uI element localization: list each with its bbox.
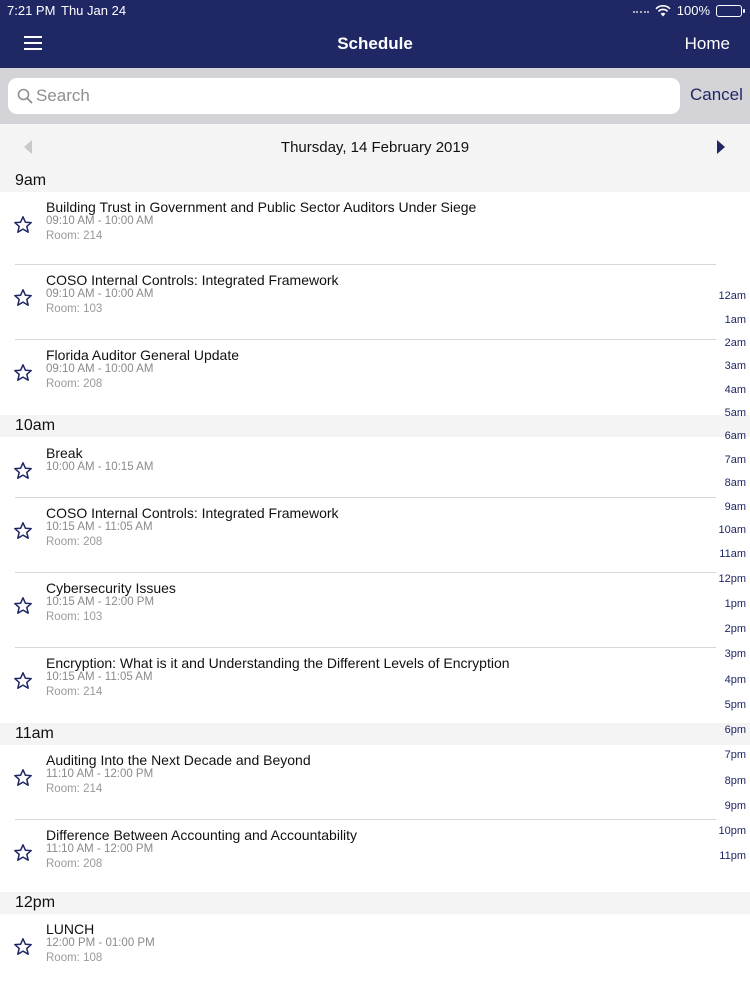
session-title: Florida Auditor General Update <box>46 347 239 363</box>
session-title: Cybersecurity Issues <box>46 580 176 596</box>
session-room: Room: 208 <box>46 858 103 870</box>
session-time: 10:15 AM - 11:05 AM <box>46 521 153 533</box>
hour-index-item[interactable]: 9pm <box>724 800 746 812</box>
section-header: 11am <box>0 723 750 745</box>
session-row[interactable] <box>0 745 750 819</box>
hour-index-item[interactable]: 7am <box>724 454 746 466</box>
hour-index-item[interactable]: 2pm <box>724 623 746 635</box>
hour-index-item[interactable]: 5am <box>724 407 746 419</box>
cancel-button[interactable]: Cancel <box>690 85 743 104</box>
status-date: Thu Jan 24 <box>61 3 127 18</box>
favorite-star-icon[interactable] <box>13 937 33 957</box>
search-icon <box>17 88 33 104</box>
top-bar <box>0 0 750 68</box>
session-room: Room: 208 <box>46 378 103 390</box>
session-time: 10:00 AM - 10:15 AM <box>46 461 154 473</box>
hour-index-item[interactable]: 1pm <box>724 598 746 610</box>
session-title: Building Trust in Government and Public Sector Auditors Under Siege <box>46 199 477 215</box>
session-room: Room: 214 <box>46 686 103 698</box>
session-row[interactable] <box>0 192 750 264</box>
favorite-star-icon[interactable] <box>13 288 33 308</box>
hour-index-item[interactable]: 2am <box>724 337 746 349</box>
session-room: Room: 103 <box>46 303 103 315</box>
status-right <box>633 3 742 18</box>
favorite-star-icon[interactable] <box>13 843 33 863</box>
session-time: 09:10 AM - 10:00 AM <box>46 363 154 375</box>
hour-index-item[interactable]: 9am <box>724 501 746 513</box>
hour-index-item[interactable]: 8am <box>724 477 746 489</box>
hour-index-item[interactable]: 6am <box>724 430 746 442</box>
hour-index-item[interactable]: 10am <box>718 524 746 536</box>
session-title: LUNCH <box>46 921 95 937</box>
session-time: 11:10 AM - 12:00 PM <box>46 768 154 780</box>
session-room: Room: 214 <box>46 230 103 242</box>
previous-day-arrow-icon[interactable] <box>24 140 32 154</box>
hour-index-item[interactable]: 12pm <box>718 573 746 585</box>
session-title: Break <box>46 445 83 461</box>
battery-percent: 100% <box>676 3 710 18</box>
session-room: Room: 214 <box>46 783 103 795</box>
status-time: 7:21 PM <box>7 3 56 18</box>
hour-index-item[interactable]: 12am <box>718 290 746 302</box>
date-navigator <box>0 124 750 170</box>
battery-icon <box>716 5 742 17</box>
hour-index-item[interactable]: 1am <box>724 314 746 326</box>
session-row[interactable] <box>0 914 750 988</box>
session-row[interactable] <box>0 265 750 339</box>
session-time: 12:00 PM - 01:00 PM <box>46 937 155 949</box>
hamburger-menu-icon[interactable] <box>24 36 42 50</box>
hour-index-item[interactable]: 11am <box>719 548 746 560</box>
session-row[interactable] <box>0 573 750 647</box>
current-date-label: Thursday, 14 February 2019 <box>280 139 470 156</box>
wifi-icon <box>655 5 671 17</box>
session-time: 10:15 AM - 12:00 PM <box>46 596 155 608</box>
hour-index-item[interactable]: 7pm <box>724 749 746 761</box>
session-row[interactable] <box>0 498 750 572</box>
session-row[interactable] <box>0 820 750 892</box>
session-time: 09:10 AM - 10:00 AM <box>46 215 154 227</box>
cellular-dots-icon <box>633 11 649 15</box>
section-header: 12pm <box>0 892 750 914</box>
favorite-star-icon[interactable] <box>13 671 33 691</box>
hour-index-item[interactable]: 6pm <box>724 724 746 736</box>
section-header: 10am <box>0 415 750 437</box>
session-room: Room: 103 <box>46 611 103 623</box>
session-time: 10:15 AM - 11:05 AM <box>46 671 153 683</box>
session-time: 09:10 AM - 10:00 AM <box>46 288 154 300</box>
search-input[interactable] <box>36 78 666 114</box>
search-bar <box>0 68 750 124</box>
hour-index-item[interactable]: 10pm <box>718 825 746 837</box>
hour-index-item[interactable]: 4am <box>724 384 746 396</box>
session-title: Auditing Into the Next Decade and Beyond <box>46 752 311 768</box>
navigation-bar <box>0 22 750 68</box>
session-title: COSO Internal Controls: Integrated Framework <box>46 272 339 288</box>
session-title: Difference Between Accounting and Accountability <box>46 827 358 843</box>
session-title: Encryption: What is it and Understanding the Different Levels of Encryption <box>46 655 510 671</box>
hour-index-item[interactable]: 3pm <box>724 648 746 660</box>
favorite-star-icon[interactable] <box>13 596 33 616</box>
page-title: Schedule <box>337 34 413 53</box>
search-field[interactable] <box>8 78 680 114</box>
favorite-star-icon[interactable] <box>13 215 33 235</box>
hour-index-item[interactable]: 3am <box>724 360 746 372</box>
next-day-arrow-icon[interactable] <box>717 140 725 154</box>
hour-index-item[interactable]: 8pm <box>724 775 746 787</box>
session-row[interactable] <box>0 437 750 497</box>
hour-index-item[interactable]: 5pm <box>724 699 746 711</box>
section-header: 9am <box>0 170 750 192</box>
hour-index-item[interactable]: 11pm <box>719 850 746 862</box>
session-row[interactable] <box>0 648 750 722</box>
favorite-star-icon[interactable] <box>13 461 33 481</box>
favorite-star-icon[interactable] <box>13 768 33 788</box>
hour-index-item[interactable]: 4pm <box>724 674 746 686</box>
session-room: Room: 108 <box>46 952 103 964</box>
status-bar <box>0 0 750 22</box>
session-title: COSO Internal Controls: Integrated Framework <box>46 505 339 521</box>
favorite-star-icon[interactable] <box>13 363 33 383</box>
session-room: Room: 208 <box>46 536 103 548</box>
favorite-star-icon[interactable] <box>13 521 33 541</box>
home-button[interactable]: Home <box>684 34 730 53</box>
session-time: 11:10 AM - 12:00 PM <box>46 843 154 855</box>
session-row[interactable] <box>0 340 750 414</box>
